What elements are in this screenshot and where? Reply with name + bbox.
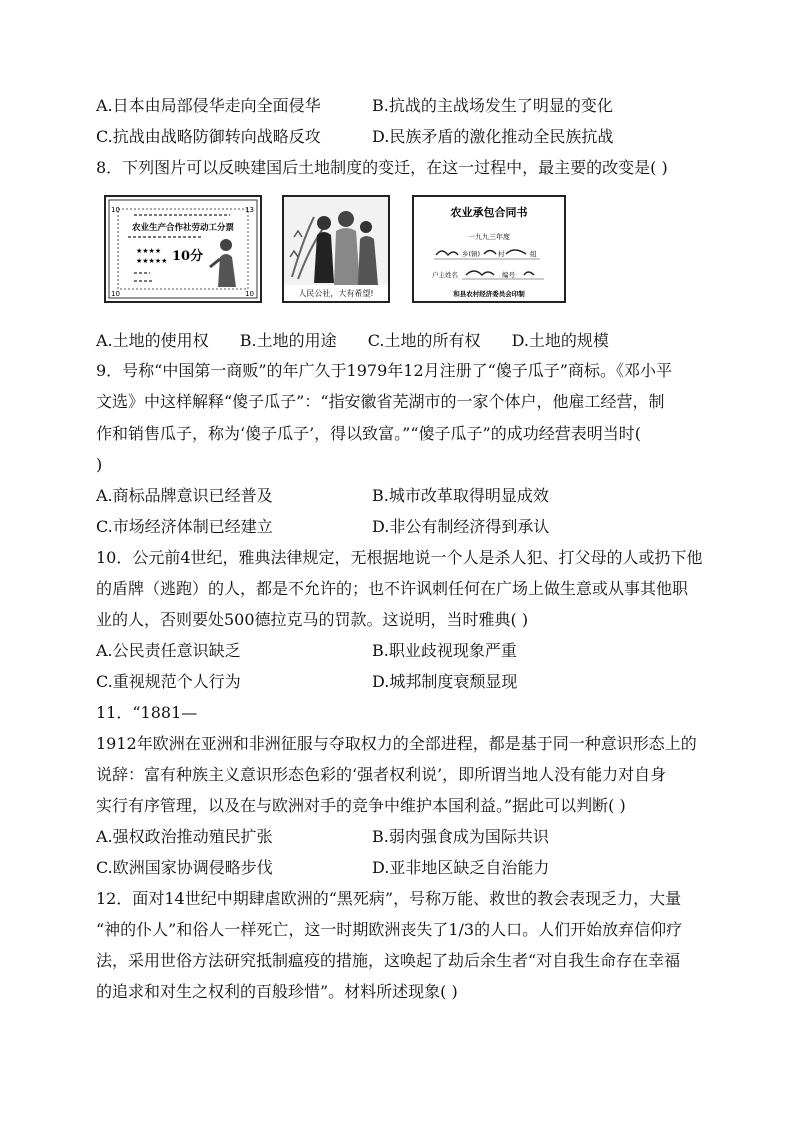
q8-option-a[interactable]: A.土地的使用权 [96, 331, 209, 350]
q8-option-b[interactable]: B.土地的用途 [239, 331, 337, 350]
contract-title: 农业承包合同书 [450, 206, 528, 219]
ticket-num-bl: 10 [111, 290, 120, 298]
q7-option-d[interactable]: D.民族矛盾的激化推动全民族抗战 [372, 127, 614, 146]
svg-text:★★★★: ★★★★ [136, 247, 162, 255]
q7-option-b[interactable]: B.抗战的主战场发生了明显的变化 [372, 96, 613, 115]
q9-option-b[interactable]: B.城市改革取得明显成效 [372, 486, 549, 505]
contract-document-image [412, 195, 566, 303]
ticket-title: 农业生产合作社劳动工分票 [131, 223, 235, 233]
contract-householder: 户主姓名 [432, 271, 458, 279]
q8-option-c[interactable]: C.土地的所有权 [367, 331, 481, 350]
q9-option-c[interactable]: C.市场经济体制已经建立 [96, 517, 273, 536]
q10-line1: 10．公元前4世纪，雅典法律规定，无根据地说一个人是杀人犯、打父母的人或扔下他 [96, 548, 703, 567]
contract-number-label: 编号 [502, 271, 515, 279]
q10-option-d[interactable]: D.城邦制度衰颓显现 [372, 672, 518, 691]
q7-option-c[interactable]: C.抗战由战略防御转向战略反攻 [96, 127, 321, 146]
q12-line1: 12．面对14世纪中期肆虐欧洲的“黑死病”，号称万能、救世的教会表现乏力，大量 [96, 889, 682, 908]
work-point-ticket-image [104, 195, 262, 303]
contract-group: 组 [530, 250, 537, 258]
q8-option-d[interactable]: D.土地的规模 [511, 331, 609, 350]
svg-text:★★★★★: ★★★★★ [136, 257, 168, 265]
q11-option-a[interactable]: A.强权政治推动殖民扩张 [96, 827, 273, 846]
q11-option-d[interactable]: D.亚非地区缺乏自治能力 [372, 858, 550, 877]
ticket-num-tl: 10 [111, 206, 120, 214]
q11-line4: 实行有序管理，以及在与欧洲对手的竞争中维护本国利益。”据此可以判断( ) [96, 796, 626, 815]
q10-line3: 业的人，否则要处500德拉克马的罚款。这说明，当时雅典( ) [96, 610, 529, 629]
contract-township: 乡(镇) [462, 250, 481, 258]
q9-line4: ) [96, 455, 103, 474]
ticket-num-br: 10 [245, 290, 254, 298]
q11-line1: 11．“1881— [96, 703, 198, 722]
contract-village: 村 [498, 250, 505, 258]
q12-line2: “神的仆人”和俗人一样死亡，这一时期欧洲丧失了1/3的人口。人们开始放弃信仰疗 [96, 920, 683, 939]
q10-option-c[interactable]: C.重视规范个人行为 [96, 672, 241, 691]
q9-option-a[interactable]: A.商标品牌意识已经普及 [96, 486, 273, 505]
q11-option-b[interactable]: B.弱肉强食成为国际共识 [372, 827, 549, 846]
q9-line2: 文选》中这样解释“傻子瓜子”：“指安徽省芜湖市的一家个体户，他雇工经营，制 [96, 392, 665, 411]
ticket-num-tr: 13 [245, 206, 254, 214]
peoples-commune-image [282, 195, 390, 303]
q10-option-b[interactable]: B.职业歧视现象严重 [372, 641, 517, 660]
commune-caption: 人民公社，大有希望! [298, 289, 374, 298]
q10-option-a[interactable]: A.公民责任意识缺乏 [96, 641, 241, 660]
q9-option-d[interactable]: D.非公有制经济得到承认 [372, 517, 550, 536]
q9-line3: 作和销售瓜子，称为‘傻子瓜子’，得以致富。”“傻子瓜子”的成功经营表明当时( [96, 424, 641, 443]
q10-line2: 的盾牌（逃跑）的人，都是不允许的；也不许讽刺任何在广场上做生意或从事其他职 [96, 579, 689, 598]
q11-line3: 说辞：富有种族主义意识形态色彩的‘强者权利说’，即所谓当地人没有能力对自身 [96, 765, 667, 784]
q12-line3: 法，采用世俗方法研究抵制瘟疫的措施，这唤起了劫后余生者“对自我生命存在幸福 [96, 951, 681, 970]
q12-line4: 的追求和对生之权利的百般珍惜”。材料所述现象( ) [96, 982, 458, 1001]
ticket-amount: 10分 [172, 249, 204, 264]
contract-year: 一九九三年度 [468, 233, 510, 241]
q8-stem: 8．下列图片可以反映建国后土地制度的变迁，在这一过程中，最主要的改变是( ) [96, 158, 668, 177]
q8-options [96, 331, 635, 351]
q11-option-c[interactable]: C.欧洲国家协调侵略步伐 [96, 858, 273, 877]
contract-footer: 和县农村经济委员会印制 [453, 290, 525, 298]
q11-line2: 1912年欧洲在亚洲和非洲征服与夺取权力的全部进程，都是基于同一种意识形态上的 [96, 734, 697, 753]
q7-option-a[interactable]: A.日本由局部侵华走向全面侵华 [96, 96, 321, 115]
q9-line1: 9．号称“中国第一商贩”的年广久于1979年12月注册了“傻子瓜子”商标。《邓小平 [96, 361, 672, 380]
